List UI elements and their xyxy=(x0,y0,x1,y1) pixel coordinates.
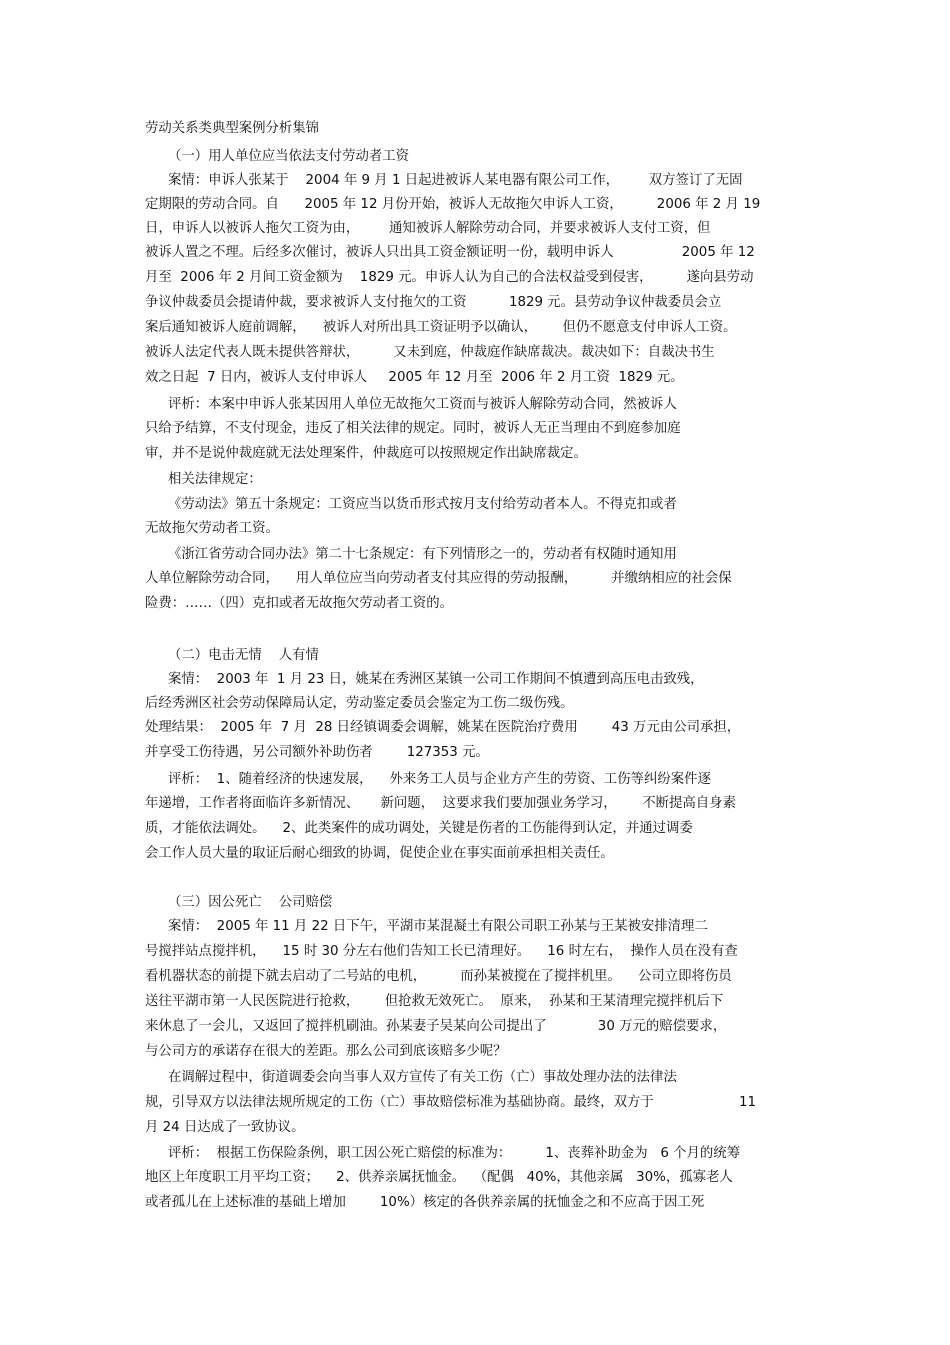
paragraph-line: 无故拖欠劳动者工资。 xyxy=(145,521,279,536)
paragraph-line: 处理结果： 2005 年 7 月 28 日经镇调委会调解，姚某在医院治疗费用 43 万元由公司承担， xyxy=(145,720,741,735)
paragraph-line: 评析： 1、随着经济的快速发展， 外来务工人员与企业方产生的劳资、工伤等纠纷案件逐 xyxy=(168,772,711,787)
paragraph-line: 相关法律规定： xyxy=(168,472,262,487)
paragraph-line: 案后通知被诉人庭前调解， 被诉人对所出具工资证明予以确认， 但仍不愿意支付申诉人工资。 xyxy=(145,320,737,335)
paragraph-line: 并享受工伤待遇，另公司额外补助伤者 127353 元。 xyxy=(145,745,489,760)
section-heading: （一）用人单位应当依法支付劳动者工资 xyxy=(168,149,410,164)
paragraph-line: 审，并不是说仲裁庭就无法处理案件，仲裁庭可以按照规定作出缺席裁定。 xyxy=(145,446,587,461)
paragraph-line: 《劳动法》第五十条规定：工资应当以货币形式按月支付给劳动者本人。不得克扣或者 xyxy=(168,497,677,512)
paragraph-line: 规，引导双方以法律法规所规定的工伤（亡）事故赔偿标准为基础协商。最终，双方于 11 xyxy=(145,1095,757,1110)
paragraph-line: 案情：申诉人张某于 2004 年 9 月 1 日起进被诉人某电器有限公司工作， 双方签订了无固 xyxy=(168,173,743,188)
paragraph-line: 评析： 根据工伤保险条例，职工因公死亡赔偿的标准为： 1、丧葬补助金为 6 个月的统筹 xyxy=(168,1146,741,1161)
paragraph-line: 效之日起 7 日内，被诉人支付申诉人 2005 年 12 月至 2006 年 2 月工资 1829 元。 xyxy=(145,370,684,385)
paragraph-line: 评析：本案中申诉人张某因用人单位无故拖欠工资而与被诉人解除劳动合同，然被诉人 xyxy=(168,397,677,412)
paragraph-line: 险费：……（四）克扣或者无故拖欠劳动者工资的。 xyxy=(145,596,453,611)
paragraph-line: 在调解过程中，街道调委会向当事人双方宣传了有关工伤（亡）事故处理办法的法律法 xyxy=(168,1070,677,1085)
paragraph-line: 与公司方的承诺存在很大的差距。那么公司到底该赔多少呢？ xyxy=(145,1044,507,1059)
paragraph-line: 月 24 日达成了一致协议。 xyxy=(145,1120,305,1135)
paragraph-line: 会工作人员大量的取证后耐心细致的协调，促使企业在事实面前承担相关责任。 xyxy=(145,846,614,861)
paragraph-line: 年递增，工作者将面临许多新情况、 新问题， 这要求我们要加强业务学习， 不断提高自身素 xyxy=(145,796,736,811)
paragraph-line: 被诉人法定代表人既未提供答辩状， 又未到庭，仲裁庭作缺席裁决。裁决如下：自裁决书生 xyxy=(145,345,715,360)
paragraph-line: 案情： 2005 年 11 月 22 日下午，平湖市某混凝土有限公司职工孙某与王某被安排清理二 xyxy=(168,919,708,934)
paragraph-line: 被诉人置之不理。后经多次催讨，被诉人只出具工资金额证明一份，载明申诉人 2005 年 12 xyxy=(145,245,755,260)
section-heading: （二）电击无情 人有情 xyxy=(168,648,319,663)
paragraph-line: 看机器状态的前提下就去启动了二号站的电机， 而孙某被搅在了搅拌机里。 公司立即将伤员 xyxy=(145,969,732,984)
paragraph-line: 人单位解除劳动合同， 用人单位应当向劳动者支付其应得的劳动报酬， 并缴纳相应的社会保 xyxy=(145,571,732,586)
document-title: 劳动关系类典型案例分析集锦 xyxy=(145,121,320,136)
paragraph-line: 或者孤儿在上述标准的基础上增加 10%）核定的各供养亲属的抚恤金之和不应高于因工死 xyxy=(145,1195,705,1210)
paragraph-line: 日，申诉人以被诉人拖欠工资为由， 通知被诉人解除劳动合同，并要求被诉人支付工资，但 xyxy=(145,221,711,236)
paragraph-line: 质，才能依法调处。 2、此类案件的成功调处，关键是伤者的工伤能得到认定，并通过调委 xyxy=(145,821,693,836)
paragraph-line: 定期限的劳动合同。自 2005 年 12 月份开始，被诉人无故拖欠申诉人工资， 2006 年 2 月 19 xyxy=(145,197,761,212)
paragraph-line: 只给予结算，不支付现金，违反了相关法律的规定。同时，被诉人无正当理由不到庭参加庭 xyxy=(145,421,681,436)
paragraph-line: 月至 2006 年 2 月间工资金额为 1829 元。申诉人认为自己的合法权益受到侵害， 遂向县劳动 xyxy=(145,270,754,285)
paragraph-line: 号搅拌站点搅拌机， 15 时 30 分左右他们告知工长已清理好。 16 时左右， 操作人员在没有查 xyxy=(145,944,738,959)
paragraph-line: 送往平湖市第一人民医院进行抢救， 但抢救无效死亡。 原来， 孙某和王某清理完搅拌机后下 xyxy=(145,994,724,1009)
paragraph-line: 后经秀洲区社会劳动保障局认定，劳动鉴定委员会鉴定为工伤二级伤残。 xyxy=(145,696,574,711)
paragraph-line: 争议仲裁委员会提请仲裁，要求被诉人支付拖欠的工资 1829 元。县劳动争议仲裁委员会立 xyxy=(145,295,722,310)
paragraph-line: 《浙江省劳动合同办法》第二十七条规定：有下列情形之一的，劳动者有权随时通知用 xyxy=(168,547,677,562)
paragraph-line: 来休息了一会儿，又返回了搅拌机刷油。孙某妻子吴某向公司提出了 30 万元的赔偿要求， xyxy=(145,1019,727,1034)
paragraph-line: 案情： 2003 年 1 月 23 日，姚某在秀洲区某镇一公司工作期间不慎遭到高压电击致残， xyxy=(168,672,704,687)
section-heading: （三）因公死亡 公司赔偿 xyxy=(168,895,333,910)
paragraph-line: 地区上年度职工月平均工资； 2、供养亲属抚恤金。 （配偶 40%，其他亲属 30%，孤寡老人 xyxy=(145,1170,733,1185)
